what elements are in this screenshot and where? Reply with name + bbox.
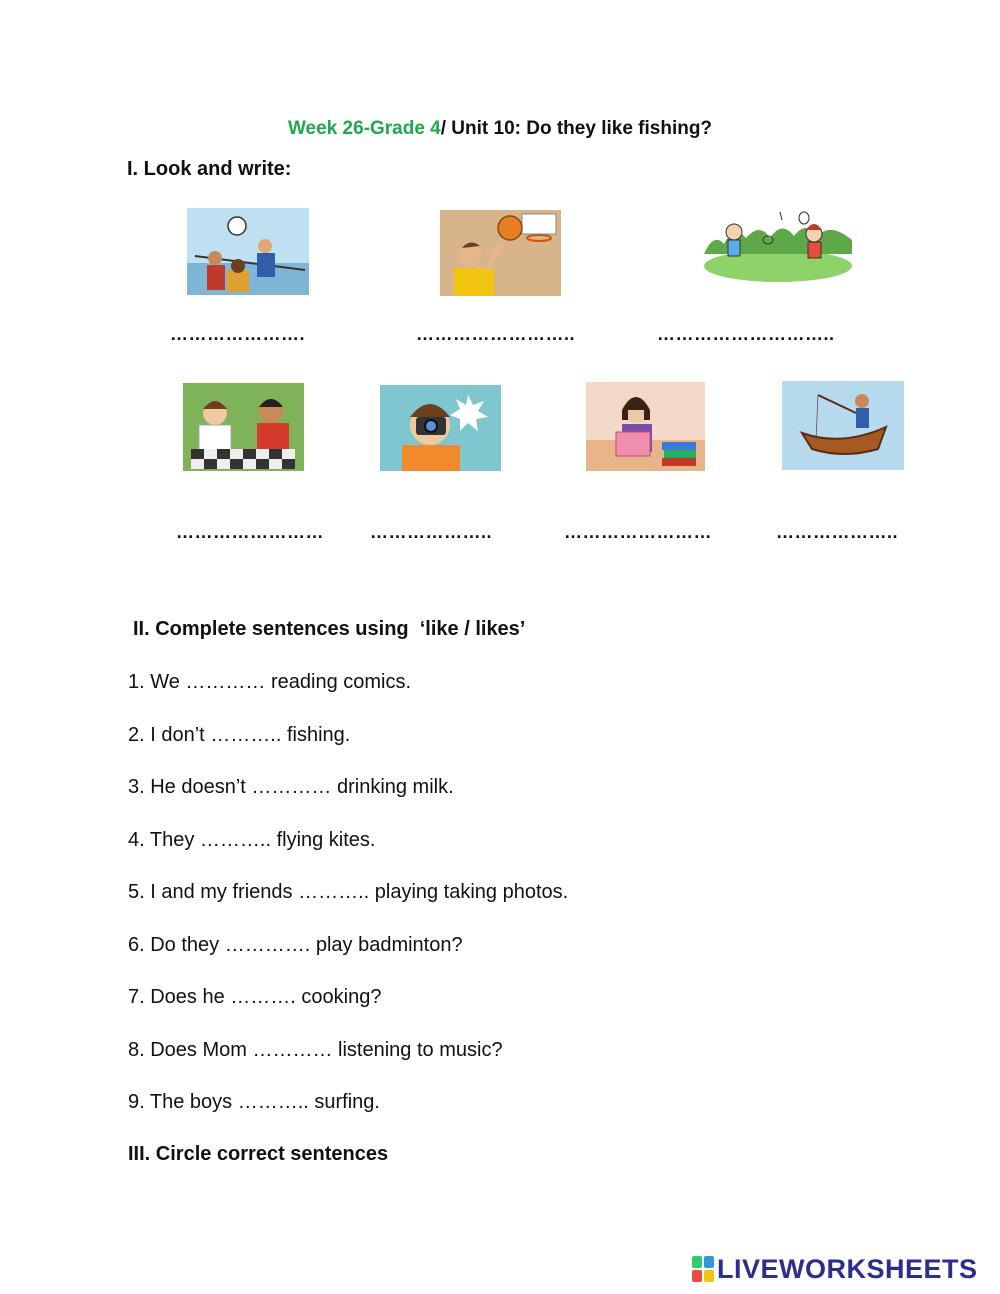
sentence-9[interactable]: 9. The boys ……….. surfing. <box>128 1091 380 1113</box>
section-1-heading: I. Look and write: <box>127 158 292 180</box>
logo-mark-icon <box>692 1256 714 1282</box>
liveworksheets-logo <box>692 1252 978 1286</box>
title-week: Week 26-Grade 4 <box>287 118 441 139</box>
sentence-7[interactable]: 7. Does he ………. cooking? <box>128 986 382 1008</box>
title-unit: / Unit 10: Do they like fishing? <box>440 118 713 139</box>
answer-blank-3[interactable]: ……………………….. <box>657 324 835 344</box>
sentence-3[interactable]: 3. He doesn’t ………… drinking milk. <box>128 776 454 798</box>
sentence-4[interactable]: 4. They ……….. flying kites. <box>128 829 376 851</box>
answer-blank-1[interactable]: …………………. <box>170 324 306 344</box>
badminton-icon <box>702 206 854 282</box>
chess-icon <box>183 383 304 471</box>
answer-blank-5[interactable]: ……………….. <box>370 522 493 542</box>
logo-text: LIVEWORKSHEETS <box>717 1253 978 1284</box>
answer-blank-4[interactable]: …………………… <box>176 522 324 542</box>
taking-photos-icon <box>380 385 501 471</box>
basketball-icon <box>440 210 561 296</box>
section-3-heading: III. Circle correct sentences <box>128 1143 389 1165</box>
sentence-6[interactable]: 6. Do they …………. play badminton? <box>128 934 463 956</box>
volleyball-icon <box>187 208 309 295</box>
fishing-icon <box>782 381 904 470</box>
answer-blank-2[interactable]: …………………….. <box>416 324 576 344</box>
page-title <box>0 118 1000 140</box>
answer-blank-6[interactable]: …………………… <box>564 522 712 542</box>
answer-blank-7[interactable]: ……………….. <box>776 522 899 542</box>
sentence-5[interactable]: 5. I and my friends ……….. playing taking photos. <box>128 881 569 903</box>
sentence-8[interactable]: 8. Does Mom ………… listening to music? <box>128 1039 503 1061</box>
sentence-1[interactable]: 1. We ………… reading comics. <box>128 671 412 693</box>
reading-icon <box>586 382 705 471</box>
section-2-heading: II. Complete sentences using ‘like / likes’ <box>133 618 526 640</box>
sentence-2[interactable]: 2. I don’t ……….. fishing. <box>128 724 351 746</box>
